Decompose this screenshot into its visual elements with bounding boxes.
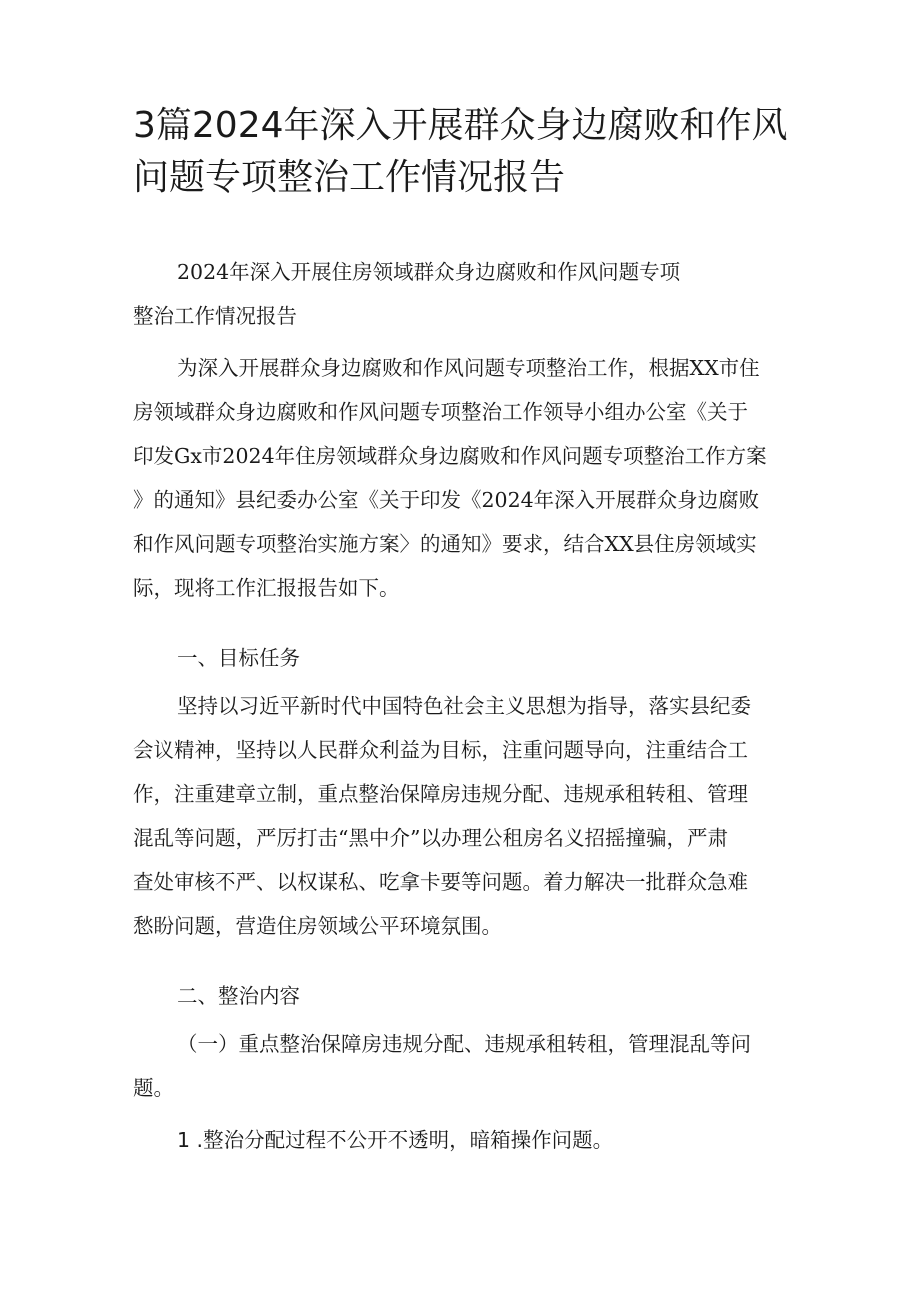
subtitle-line-2: 整治工作情况报告 [133, 304, 297, 328]
intro-line-1: 为深入开展群众身边腐败和作风问题专项整治工作，根据XX市住 [177, 356, 760, 380]
document-title [133, 100, 813, 204]
title-line-2: 问题专项整治工作情况报告 [133, 157, 566, 198]
report-subtitle [133, 250, 793, 338]
intro-line-5: 和作风问题专项整治实施方案〉的通知》要求，结合XX县住房领域实 [133, 532, 757, 556]
section-2-heading [133, 974, 793, 1018]
subsection-1-heading [133, 1022, 793, 1110]
subtitle-line-1: 2024年深入开展住房领域群众身边腐败和作风问题专项 [177, 260, 681, 284]
section-1-line-6: 愁盼问题，营造住房领域公平环境氛围。 [133, 914, 502, 938]
section-1-line-5: 查处审核不严、以权谋私、吃拿卡要等问题。着力解决一批群众急难 [133, 870, 748, 894]
section-1-heading-text: 一、目标任务 [177, 646, 300, 670]
section-1-paragraph [133, 684, 793, 948]
section-1-line-2: 会议精神，坚持以人民群众利益为目标，注重问题导向，注重结合工 [133, 738, 748, 762]
title-line-1: 3篇2024年深入开展群众身边腐败和作风 [133, 105, 788, 146]
section-2-heading-text: 二、整治内容 [177, 984, 300, 1008]
item-1-heading [133, 1118, 793, 1162]
subsection-1-line-1: （一）重点整治保障房违规分配、违规承租转租，管理混乱等问 [177, 1032, 751, 1056]
intro-line-4: 》的通知》县纪委办公室《关于印发《2024年深入开展群众身边腐败 [133, 488, 760, 512]
intro-line-6: 际，现将工作汇报报告如下。 [133, 576, 400, 600]
item-1-text: 1 .整治分配过程不公开不透明，暗箱操作问题。 [177, 1128, 614, 1152]
subsection-1-line-2: 题。 [133, 1076, 174, 1100]
intro-line-2: 房领域群众身边腐败和作风问题专项整治工作领导小组办公室《关于 [133, 400, 748, 424]
section-1-line-4: 混乱等问题，严厉打击“黑中介”以办理公租房名义招摇撞骗，严肃 [133, 826, 728, 850]
intro-paragraph [133, 346, 793, 610]
intro-line-3: 印发Gx市2024年住房领域群众身边腐败和作风问题专项整治工作方案 [133, 444, 767, 468]
section-1-heading [133, 636, 793, 680]
section-1-line-1: 坚持以习近平新时代中国特色社会主义思想为指导，落实县纪委 [177, 694, 751, 718]
section-1-line-3: 作，注重建章立制，重点整治保障房违规分配、违规承租转租、管理 [133, 782, 748, 806]
